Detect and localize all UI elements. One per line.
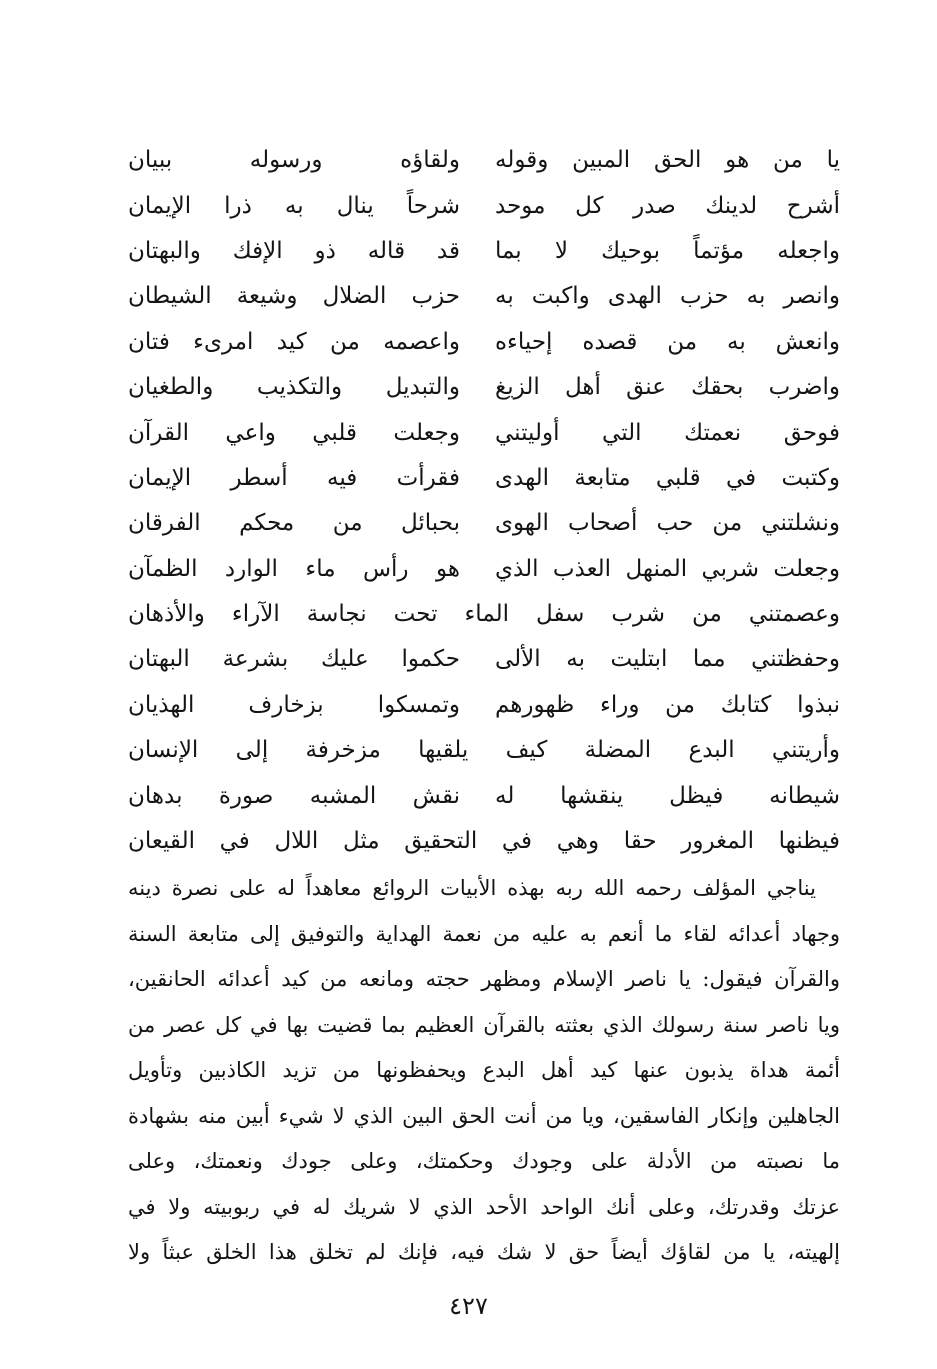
poem-verse	[128, 320, 840, 365]
verse-first-hemistich: وحفظتني مما ابتليت به الألى	[495, 646, 840, 673]
poem-verse	[128, 183, 840, 228]
poem-verse	[128, 547, 840, 592]
verse-second-hemistich: واعصمه من كيد امرىء فتان	[128, 328, 460, 355]
paragraph-line: إلهيته، يا من لقاؤك أيضاً حق لا شك فيه، فإنك لم تخلق هذا الخلق عبثاً ولا	[128, 1240, 840, 1264]
verse-first-hemistich: واضرب بحقك عنق أهل الزيغ	[495, 374, 840, 401]
poem-verse	[128, 229, 840, 274]
verse-first-hemistich: يا من هو الحق المبين وقوله	[495, 147, 840, 174]
paragraph-line: ويا ناصر سنة رسولك الذي بعثته بالقرآن العظيم بما قضيت بها في كل عصر من	[128, 1012, 840, 1037]
verse-first-hemistich: واجعله مؤتماً بوحيك لا بما	[495, 237, 840, 264]
commentary-paragraph	[128, 866, 840, 1276]
poem-verse-run-on	[128, 592, 840, 637]
verse-second-hemistich: قد قاله ذو الإفك والبهتان	[128, 237, 460, 264]
verse-second-hemistich: شرحاً ينال به ذرا الإيمان	[128, 192, 460, 219]
paragraph-line: عزتك وقدرتك، وعلى أنك الواحد الأحد الذي لا شريك له في ربوبيته ولا في	[128, 1194, 840, 1219]
verse-second-hemistich: ولقاؤه ورسوله ببيان	[128, 147, 460, 174]
verse-full-line: فيظنها المغرور حقا وهي في التحقيق مثل اللال في القيعان	[128, 828, 840, 855]
poem-verse	[128, 456, 840, 501]
poem-verse	[128, 501, 840, 546]
poem-verse	[128, 773, 840, 818]
poem-verse	[128, 637, 840, 682]
verse-second-hemistich: حزب الضلال وشيعة الشيطان	[128, 283, 460, 310]
poem-verse	[128, 138, 840, 183]
poem-verse	[128, 683, 840, 728]
verse-first-hemistich: وانصر به حزب الهدى واكبت به	[495, 283, 840, 310]
verse-first-hemistich: وكتبت في قلبي متابعة الهدى	[495, 464, 840, 491]
paragraph-line: أئمة هداة يذبون عنها كيد أهل البدع ويحفظونها من تزيد الكاذبين وتأويل	[128, 1058, 840, 1082]
verse-first-hemistich: وجعلت شربي المنهل العذب الذي	[495, 555, 840, 582]
paragraph-line: الجاهلين وإنكار الفاسقين، ويا من أنت الحق البين الذي لا شيء أبين منه بشهادة	[128, 1103, 840, 1128]
verse-first-hemistich: نبذوا كتابك من وراء ظهورهم	[495, 691, 840, 718]
verse-second-hemistich: والتبديل والتكذيب والطغيان	[128, 374, 460, 401]
poem-block	[128, 138, 840, 864]
poem-verse-run-on	[128, 728, 840, 773]
verse-first-hemistich: أشرح لدينك صدر كل موحد	[495, 192, 840, 219]
poem-verse	[128, 365, 840, 410]
verse-first-hemistich: وانعش به من قصده إحياءه	[495, 328, 840, 355]
verse-second-hemistich: وجعلت قلبي واعي القرآن	[128, 419, 460, 446]
verse-full-line: وأريتني البدع المضلة كيف يلقيها مزخرفة إلى الإنسان	[128, 737, 840, 764]
paragraph-line: والقرآن فيقول: يا ناصر الإسلام ومظهر حجته ومانعه من كيد أعدائه الحانقين،	[128, 967, 840, 991]
poem-verse	[128, 410, 840, 455]
poem-verse-run-on	[128, 819, 840, 864]
verse-first-hemistich: شيطانه فيظل ينقشها له	[495, 782, 840, 809]
verse-second-hemistich: فقرأت فيه أسطر الإيمان	[128, 464, 460, 491]
verse-second-hemistich: هو رأس ماء الوارد الظمآن	[128, 555, 460, 582]
verse-second-hemistich: وتمسكوا بزخارف الهذيان	[128, 691, 460, 718]
poem-verse	[128, 274, 840, 319]
paragraph-line: وجهاد أعدائه لقاء ما أنعم به عليه من نعمة الهداية والتوفيق إلى متابعة السنة	[128, 921, 840, 946]
paragraph-line: ما نصبته من الأدلة على وجودك وحكمتك، وعلى جودك ونعمتك، وعلى	[128, 1149, 840, 1173]
verse-second-hemistich: بحبائل من محكم الفرقان	[128, 510, 460, 537]
verse-full-line: وعصمتني من شرب سفل الماء تحت نجاسة الآراء والأذهان	[128, 601, 840, 628]
verse-first-hemistich: فوحق نعمتك التي أوليتني	[495, 419, 840, 446]
verse-second-hemistich: حكموا عليك بشرعة البهتان	[128, 646, 460, 673]
verse-first-hemistich: ونشلتني من حب أصحاب الهوى	[495, 510, 840, 537]
page-number: ٤٢٧	[449, 1292, 488, 1320]
paragraph-line: يناجي المؤلف رحمه الله ربه بهذه الأبيات الروائع معاهداً له على نصرة دينه	[128, 876, 816, 900]
verse-second-hemistich: نقش المشبه صورة بدهان	[128, 782, 460, 809]
